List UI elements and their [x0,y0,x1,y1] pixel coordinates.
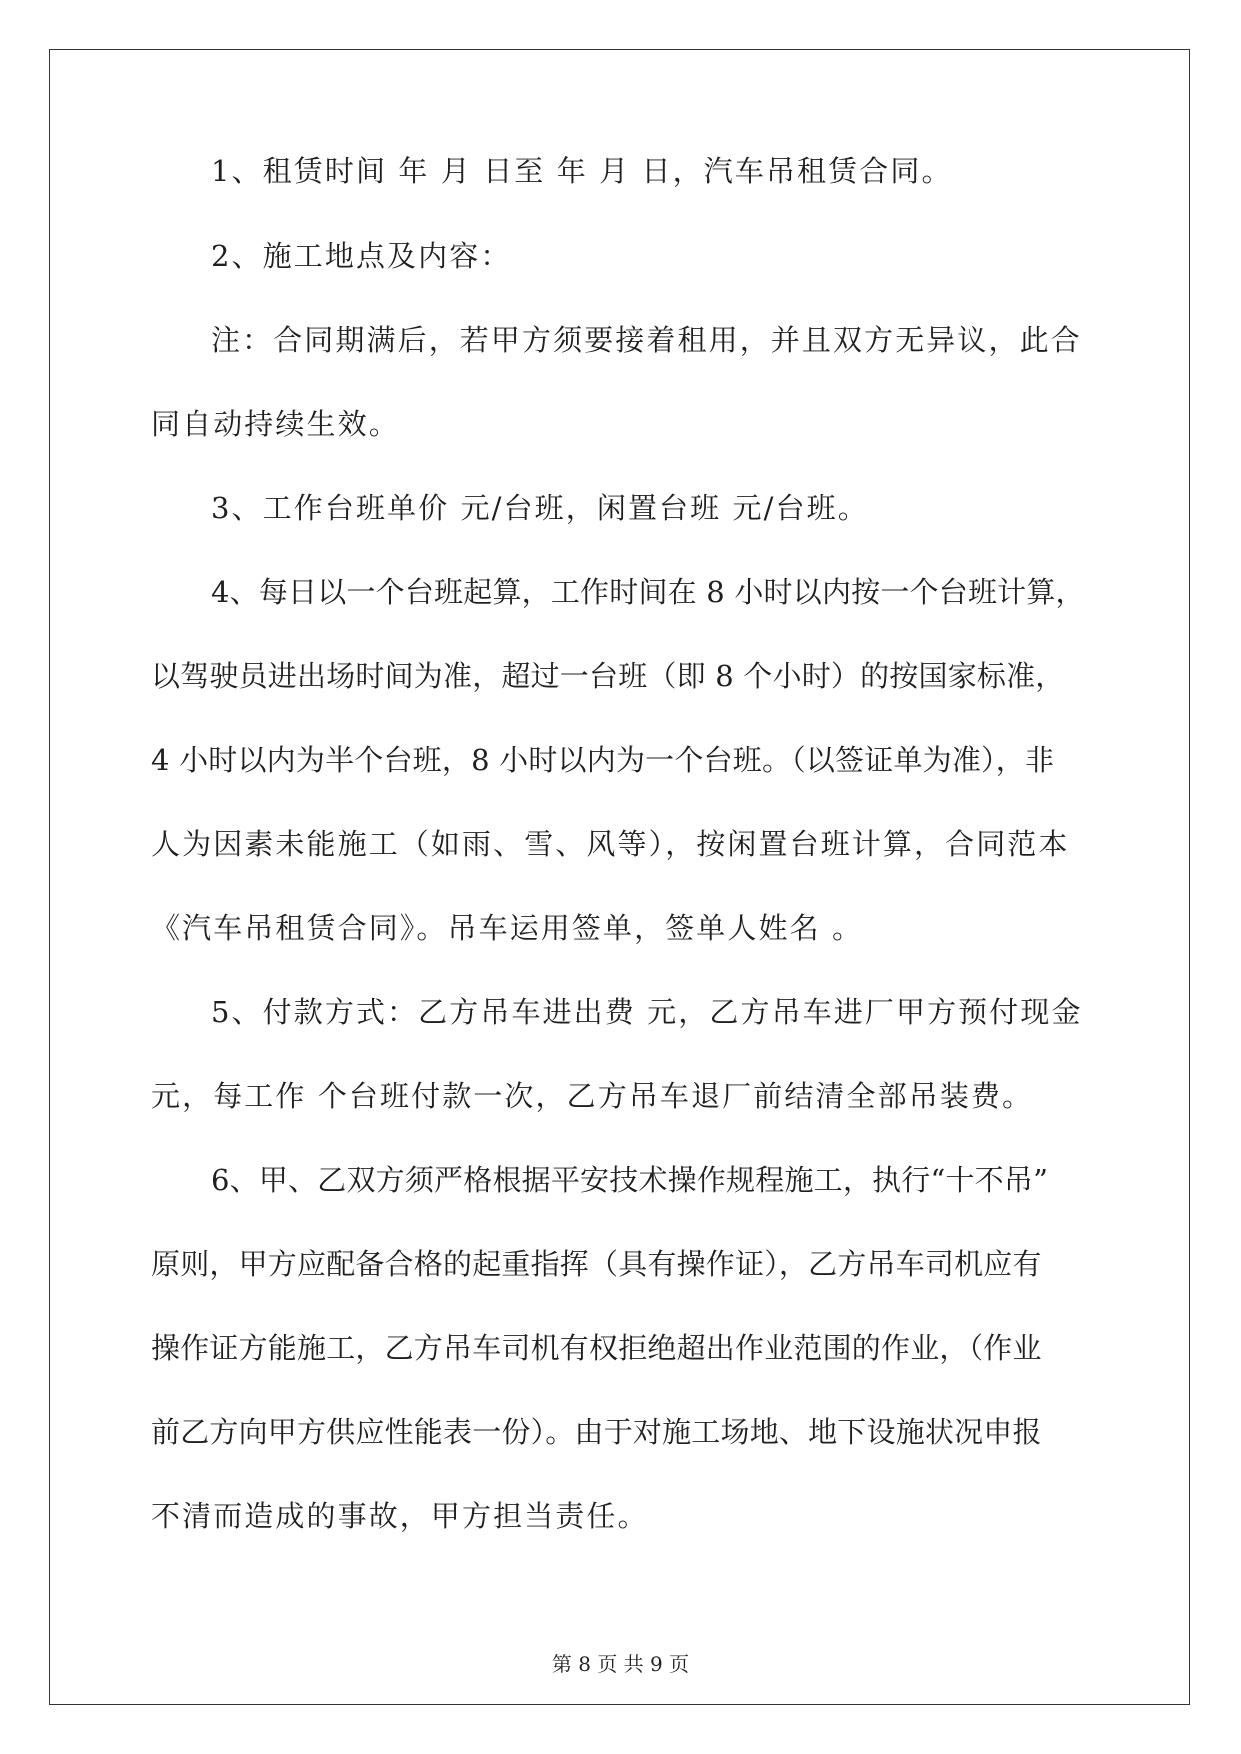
paragraph-6-line-2: 原则，甲方应配备合格的起重指挥（具有操作证），乙方吊车司机应有 [151,1247,1042,1281]
page-number: 第 8 页 共 9 页 [551,1652,690,1676]
paragraph-3-line-1: 3、工作台班单价 元/台班，闲置台班 元/台班。 [211,491,869,525]
paragraph-4-line-4: 人为因素未能施工（如雨、雪、风等），按闲置台班计算，合同范本 [151,827,1070,861]
note-line-1: 注：合同期满后，若甲方须要接着租用，并且双方无异议，此合 [211,323,1082,357]
paragraph-6-line-4: 前乙方向甲方供应性能表一份）。由于对施工场地、地下设施状况申报 [151,1415,1042,1449]
paragraph-4-line-5: 《汽车吊租赁合同》。吊车运用签单，签单人姓名 。 [151,911,864,945]
paragraph-6-line-5: 不清而造成的事故，甲方担当责任。 [151,1499,649,1533]
paragraph-6-line-1: 6、甲、乙双方须严格根据平安技术操作规程施工，执行“十不吊” [211,1163,1049,1197]
note-line-2: 同自动持续生效。 [151,407,400,441]
paragraph-5-line-1: 5、付款方式：乙方吊车进出费 元，乙方吊车进厂甲方预付现金 [211,995,1083,1029]
paragraph-4-line-1: 4、每日以一个台班起算，工作时间在 8 小时以内按一个台班计算， [211,575,1085,609]
paragraph-6-line-3: 操作证方能施工，乙方吊车司机有权拒绝超出作业范围的作业，（作业 [151,1331,1042,1365]
paragraph-4-line-3: 4 小时以内为半个台班，8 小时以内为一个台班。（以签证单为准），非 [151,743,1055,777]
paragraph-1-line-1: 1、租赁时间 年 月 日至 年 月 日，汽车吊租赁合同。 [211,154,953,188]
page-frame [49,49,1190,1705]
paragraph-5-line-2: 元，每工作 个台班付款一次，乙方吊车退厂前结清全部吊装费。 [151,1079,1034,1113]
paragraph-2-line-1: 2、施工地点及内容： [211,239,512,273]
paragraph-4-line-2: 以驾驶员进出场时间为准，超过一台班（即 8 个小时）的按国家标准， [151,659,1065,693]
